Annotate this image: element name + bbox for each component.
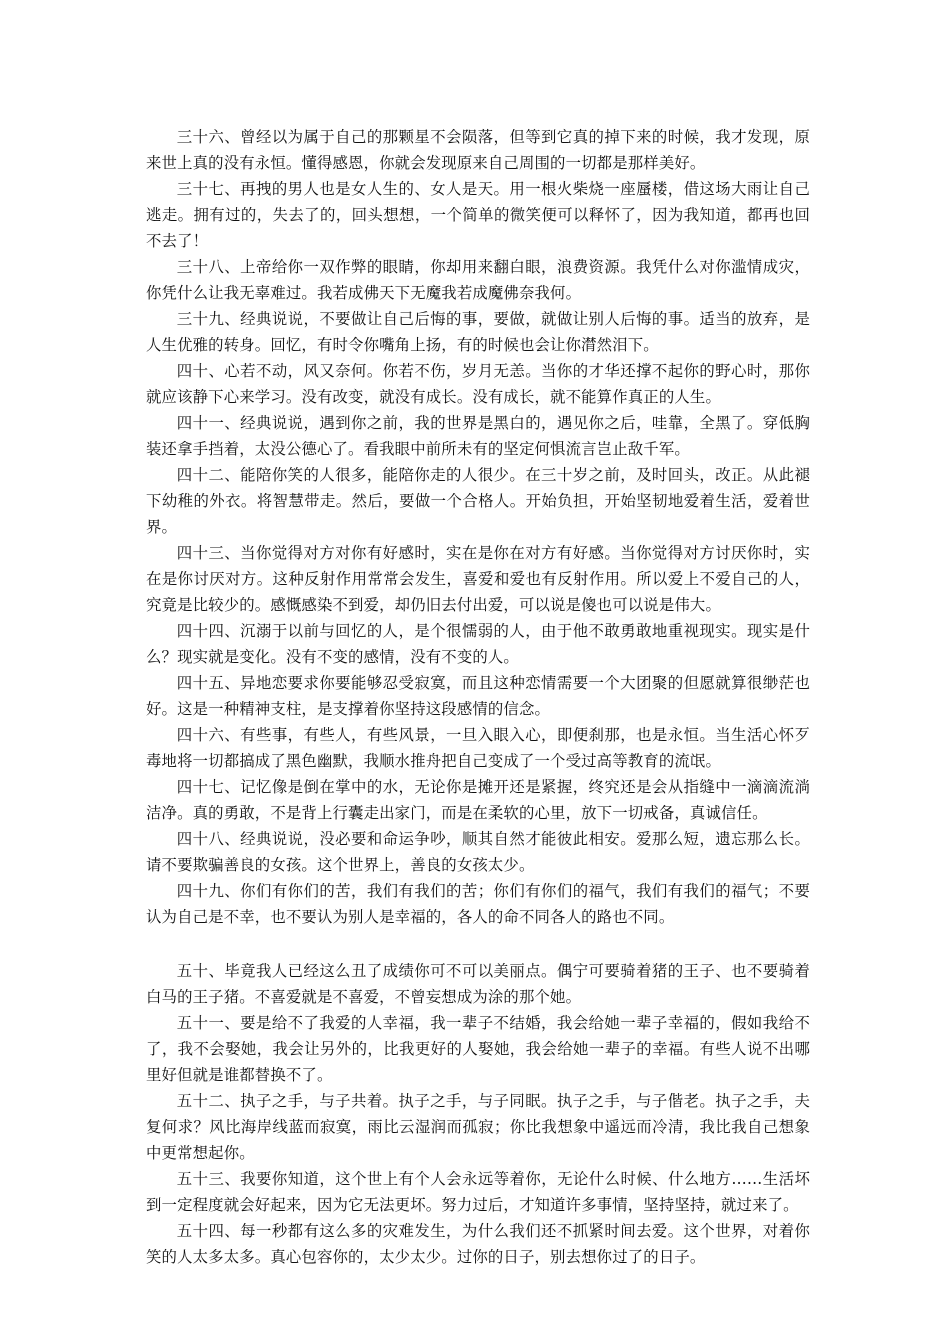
paragraph-48: 四十八、经典说说，没必要和命运争吵，顺其自然才能彼此相安。爱那么短，遗忘那么长。请不要欺骗善良的女孩。这个世界上，善良的女孩太少。: [146, 830, 810, 874]
paragraph-53: 五十三、我要你知道，这个世上有个人会永远等着你，无论什么时候、什么地方……生活坏到一定程度就会好起来，因为它无法更坏。努力过后，才知道许多事情，坚持坚持，就过来了。: [146, 1170, 810, 1214]
paragraph-52: 五十二、执子之手，与子共着。执子之手，与子同眠。执子之手，与子偕老。执子之手，夫复何求？风比海岸线蓝而寂寞，雨比云湿润而孤寂；你比我想象中遥远而冷清，我比我自己想象中更常想起你。: [146, 1092, 810, 1162]
paragraph-43: 四十三、当你觉得对方对你有好感时，实在是你在对方有好感。当你觉得对方讨厌你时，实在是你讨厌对方。这种反射作用常常会发生，喜爱和爱也有反射作用。所以爱上不爱自己的人，究竟是比较少的。感慨感染不到爱，却仍旧去付出爱，可以说是傻也可以说是伟大。: [146, 544, 810, 614]
paragraph-41: 四十一、经典说说，遇到你之前，我的世界是黑白的，遇见你之后，哇靠，全黑了。穿低胸装还拿手挡着，太没公德心了。看我眼中前所未有的坚定何惧流言岂止敌千军。: [146, 414, 810, 458]
paragraph-46: 四十六、有些事，有些人，有些风景，一旦入眼入心，即便刹那，也是永恒。当生活心怀歹毒地将一切都搞成了黑色幽默，我顺水推舟把自己变成了一个受过高等教育的流氓。: [146, 726, 810, 770]
paragraph-37: 三十七、再拽的男人也是女人生的、女人是天。用一根火柴烧一座蜃楼，借这场大雨让自己逃走。拥有过的，失去了的，回头想想，一个简单的微笑便可以释怀了，因为我知道，都再也回不去了！: [146, 180, 810, 250]
paragraph-54: 五十四、每一秒都有这么多的灾难发生，为什么我们还不抓紧时间去爱。这个世界，对着你笑的人太多太多。真心包容你的，太少太少。过你的日子，别去想你过了的日子。: [146, 1222, 810, 1266]
paragraph-42: 四十二、能陪你笑的人很多，能陪你走的人很少。在三十岁之前，及时回头，改正。从此褪下幼稚的外衣。将智慧带走。然后，要做一个合格人。开始负担，开始坚韧地爱着生活，爱着世界。: [146, 466, 810, 536]
paragraph-36: 三十六、曾经以为属于自己的那颗星不会陨落，但等到它真的掉下来的时候，我才发现，原来世上真的没有永恒。懂得感恩，你就会发现原来自己周围的一切都是那样美好。: [146, 128, 810, 172]
paragraph-50: 五十、毕竟我人已经这么丑了成绩你可不可以美丽点。偶宁可要骑着猪的王子、也不要骑着白马的王子猪。不喜爱就是不喜爱，不曾妄想成为涂的那个她。: [146, 962, 810, 1006]
paragraph-49: 四十九、你们有你们的苦，我们有我们的苦；你们有你们的福气，我们有我们的福气；不要认为自己是不幸，也不要认为别人是幸福的，各人的命不同各人的路也不同。: [146, 882, 810, 926]
paragraph-51: 五十一、要是给不了我爱的人幸福，我一辈子不结婚，我会给她一辈子幸福的，假如我给不了，我不会娶她，我会让另外的，比我更好的人娶她，我会给她一辈子的幸福。有些人说不出哪里好但就是谁都替换不了。: [146, 1014, 810, 1084]
paragraph-39: 三十九、经典说说，不要做让自己后悔的事，要做，就做让别人后悔的事。适当的放弃，是人生优雅的转身。回忆，有时令你嘴角上扬，有的时候也会让你潸然泪下。: [146, 310, 810, 354]
paragraph-38: 三十八、上帝给你一双作弊的眼睛，你却用来翻白眼，浪费资源。我凭什么对你滥情成灾，你凭什么让我无辜难过。我若成佛天下无魔我若成魔佛奈我何。: [146, 258, 810, 302]
paragraph-44: 四十四、沉溺于以前与回忆的人，是个很懦弱的人，由于他不敢勇敢地重视现实。现实是什么？现实就是变化。没有不变的感情，没有不变的人。: [146, 622, 810, 666]
paragraph-40: 四十、心若不动，风又奈何。你若不伤，岁月无恙。当你的才华还撑不起你的野心时，那你就应该静下心来学习。没有改变，就没有成长。没有成长，就不能算作真正的人生。: [146, 362, 810, 406]
paragraph-45: 四十五、异地恋要求你要能够忍受寂寞，而且这种恋情需要一个大团聚的但愿就算很缈茫也好。这是一种精神支柱，是支撑着你坚持这段感情的信念。: [146, 674, 810, 718]
paragraph-47: 四十七、记忆像是倒在掌中的水，无论你是摊开还是紧握，终究还是会从指缝中一滴滴流淌洁净。真的勇敢，不是背上行囊走出家门，而是在柔软的心里，放下一切戒备，真诚信任。: [146, 778, 810, 822]
document-body: [146, 124, 810, 1270]
